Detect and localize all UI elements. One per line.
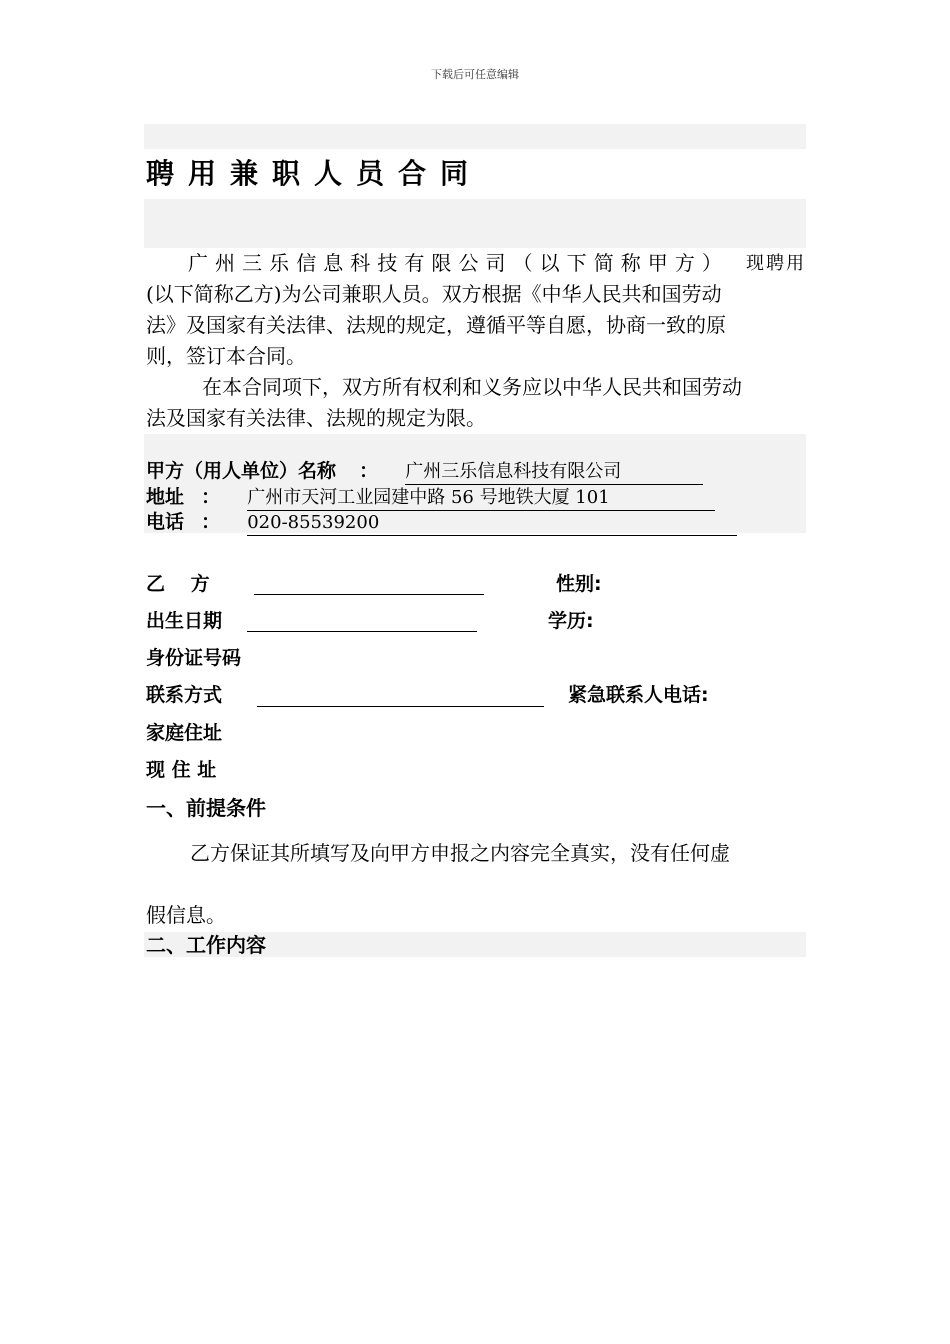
- party-b-current-label: 现 住 址: [146, 759, 217, 781]
- party-b-id-label: 身份证号码: [146, 647, 242, 669]
- intro-line-3: 法》及国家有关法律、法规的规定，遵循平等自愿，协商一致的原: [146, 313, 726, 337]
- intro-char: 甲: [647, 251, 668, 275]
- party-a-name-label: 甲方（用人单位）名称: [146, 460, 337, 482]
- party-a-address-label: 地址: [146, 486, 185, 508]
- party-b-birth-blank[interactable]: [247, 631, 477, 632]
- shaded-band: [144, 124, 806, 149]
- intro-char: 州: [215, 251, 236, 275]
- party-a-address-row: [146, 485, 715, 511]
- intro-char: 乐: [269, 251, 290, 275]
- intro-char: 三: [242, 251, 263, 275]
- party-b-contact-blank[interactable]: [257, 706, 544, 707]
- page-header-note: 下载后可任意编辑: [431, 68, 519, 81]
- intro-line-2: (以下简称乙方)为公司兼职人员。双方根据《中华人民共和国劳动: [146, 282, 722, 306]
- party-a-name-row: [146, 459, 703, 485]
- intro-paragraph: [146, 248, 806, 434]
- intro-char: ）: [701, 251, 722, 275]
- section-1-line-1: 乙方保证其所填写及向甲方申报之内容完全真实，没有任何虚: [190, 841, 730, 865]
- party-a-phone-row: [146, 510, 737, 536]
- intro-char: 称: [620, 251, 641, 275]
- intro-char: 简: [593, 251, 614, 275]
- section-1-line-2: 假信息。: [146, 903, 226, 927]
- party-b-emergency-label: 紧急联系人电话:: [568, 684, 709, 706]
- intro-char: 司: [485, 251, 506, 275]
- section-2-title: 二、工作内容: [146, 933, 266, 957]
- intro-char: 以: [539, 251, 560, 275]
- party-b-birth-label: 出生日期: [146, 610, 223, 632]
- intro-line-5: 在本合同项下，双方所有权利和义务应以中华人民共和国劳动: [202, 375, 742, 399]
- party-a-phone-value: 020-85539200: [247, 511, 737, 536]
- party-a-phone-colon: ：: [201, 511, 221, 533]
- party-b-education-label: 学历:: [548, 610, 594, 632]
- intro-char: 有: [404, 251, 425, 275]
- intro-char: 公: [458, 251, 479, 275]
- intro-line-4: 则，签订本合同。: [146, 344, 306, 368]
- party-a-address-value: 广州市天河工业园建中路 56 号地铁大厦 101: [247, 486, 715, 511]
- party-b-name-label: 乙 方: [146, 573, 210, 595]
- party-b-home-label: 家庭住址: [146, 722, 223, 744]
- shaded-band: [144, 199, 806, 248]
- party-b-gender-label: 性别:: [556, 573, 602, 595]
- party-a-name-value: 广州三乐信息科技有限公司: [405, 460, 703, 485]
- contract-title: 聘用兼职人员合同: [146, 157, 483, 190]
- intro-char: 下: [566, 251, 587, 275]
- intro-char: 息: [323, 251, 344, 275]
- intro-line-6: 法及国家有关法律、法规的规定为限。: [146, 406, 486, 430]
- intro-char: 科: [350, 251, 371, 275]
- section-1-title: 一、前提条件: [146, 796, 266, 820]
- intro-line-1: [146, 248, 806, 279]
- party-b-contact-label: 联系方式: [146, 684, 223, 706]
- party-a-address-colon: ：: [201, 486, 221, 508]
- intro-char: 广: [188, 251, 208, 275]
- intro-char: 限: [431, 251, 452, 275]
- intro-line-1-spread: [146, 248, 746, 279]
- intro-char: 技: [377, 251, 398, 275]
- party-a-phone-label: 电话: [146, 511, 185, 533]
- party-a-name-colon: ：: [359, 460, 379, 482]
- intro-char: 方: [674, 251, 695, 275]
- section-1-paragraph: [146, 822, 806, 946]
- intro-char: （: [512, 251, 533, 275]
- party-b-name-blank[interactable]: [254, 594, 484, 595]
- intro-char: 信: [296, 251, 317, 275]
- intro-line-1-end: 现聘用: [746, 253, 806, 274]
